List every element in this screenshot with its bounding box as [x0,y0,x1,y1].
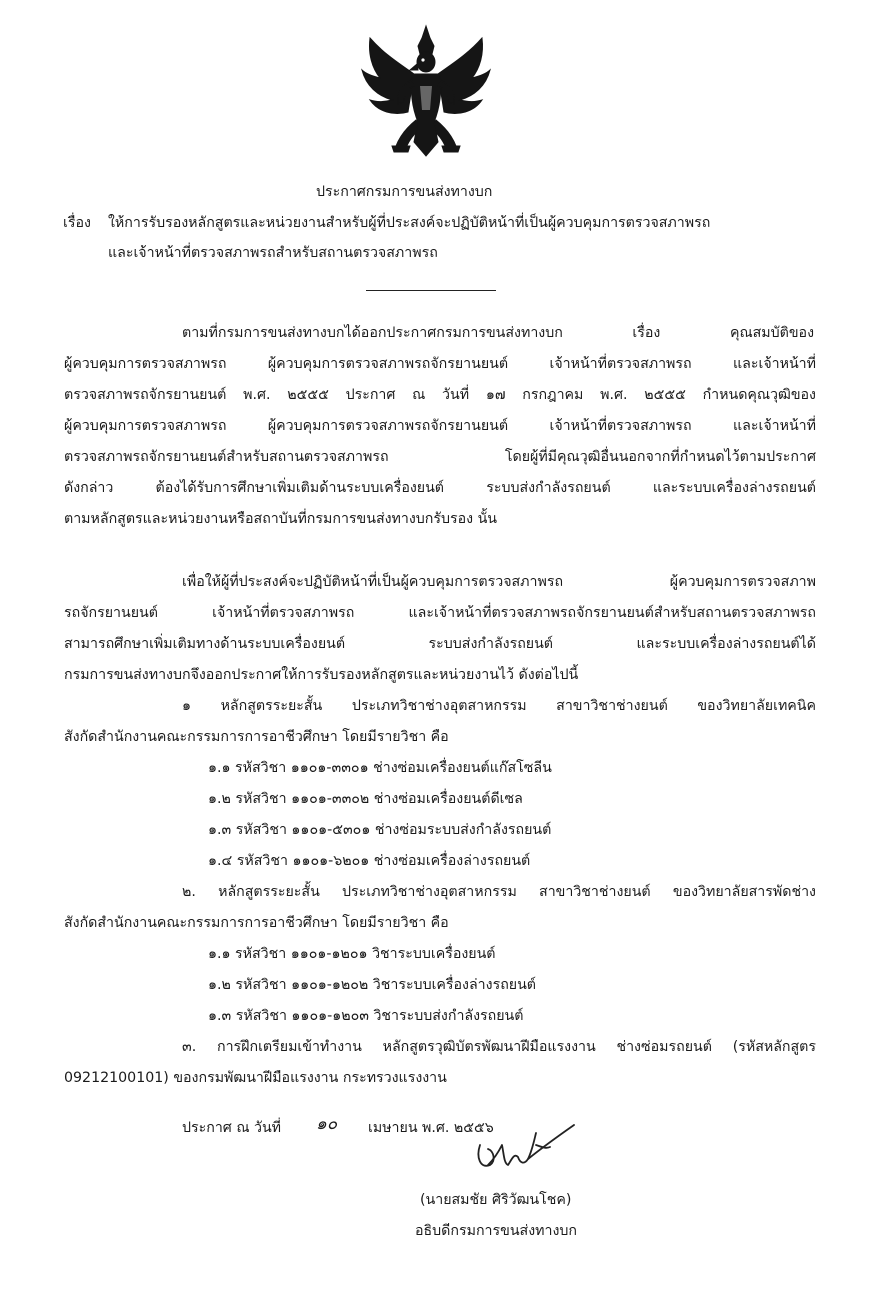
signatory-name: (นายสมชัย ศิริวัฒนโชค) [420,1192,572,1208]
item2-sub-2: ๑.๒ รหัสวิชา ๑๑๐๑-๑๒๐๒ วิชาระบบเครื่องล่างรถยนต์ [208,977,537,993]
item1-line-1: ๑ หลักสูตรระยะสั้น ประเภทวิชาช่างอุตสาหกรรม สาขาวิชาช่างยนต์ ของวิทยาลัยเทคนิค [182,698,816,714]
para2-line-2: รถจักรยานยนต์ เจ้าหน้าที่ตรวจสภาพรถ และเจ้าหน้าที่ตรวจสภาพรถจักรยานยนต์สำหรับสถานตรวจสภาพรถ [64,605,816,621]
announcement-title: ประกาศกรมการขนส่งทางบก [316,184,493,200]
para1-line-2: ผู้ควบคุมการตรวจสภาพรถ ผู้ควบคุมการตรวจสภาพรถจักรยานยนต์ เจ้าหน้าที่ตรวจสภาพรถ และเจ้าหน้าที่ [64,356,816,372]
para2-line-3: สามารถศึกษาเพิ่มเติมทางด้านระบบเครื่องยนต์ ระบบส่งกำลังรถยนต์ และระบบเครื่องล่างรถยนต์ได้ [64,636,816,652]
subject-line-1: ให้การรับรองหลักสูตรและหน่วยงานสำหรับผู้ที่ประสงค์จะปฏิบัติหน้าที่เป็นผู้ควบคุมการตรวจสภาพรถ [108,215,711,231]
para2-line-4: กรมการขนส่งทางบกจึงออกประกาศให้การรับรองหลักสูตรและหน่วยงานไว้ ดังต่อไปนี้ [64,667,579,683]
dateline-day: ๑๐ [316,1114,338,1134]
item1-sub-1: ๑.๑ รหัสวิชา ๑๑๐๑-๓๓๐๑ ช่างซ่อมเครื่องยนต์แก๊สโซลีน [208,760,552,776]
item2-sub-3: ๑.๓ รหัสวิชา ๑๑๐๑-๑๒๐๓ วิชาระบบส่งกำลังรถยนต์ [208,1008,524,1024]
item1-line-2: สังกัดสำนักงานคณะกรรมการการอาชีวศึกษา โดยมีรายวิชา คือ [64,729,449,745]
item1-sub-2: ๑.๒ รหัสวิชา ๑๑๐๑-๓๓๐๒ ช่างซ่อมเครื่องยนต์ดีเซล [208,791,523,807]
para1-line-5: ตรวจสภาพรถจักรยานยนต์สำหรับสถานตรวจสภาพรถ โดยผู้ที่มีคุณวุฒิอื่นนอกจากที่กำหนดไว้ตามประกาศ [64,449,816,465]
subject-label: เรื่อง [63,215,91,231]
subject-line-2: และเจ้าหน้าที่ตรวจสภาพรถสำหรับสถานตรวจสภาพรถ [108,245,438,261]
para1-line-3: ตรวจสภาพรถจักรยานยนต์ พ.ศ. ๒๕๕๕ ประกาศ ณ วันที่ ๑๗ กรกฎาคม พ.ศ. ๒๕๕๕ กำหนดคุณวุฒิของ [64,387,816,403]
para1-line-1: ตามที่กรมการขนส่งทางบกได้ออกประกาศกรมการขนส่งทางบก เรื่อง คุณสมบัติของ [182,325,814,341]
garuda-emblem-icon [356,24,496,160]
handwritten-signature [466,1115,578,1177]
para1-line-7: ตามหลักสูตรและหน่วยงานหรือสถาบันที่กรมการขนส่งทางบกรับรอง นั้น [64,511,497,527]
item3-line-1: ๓. การฝึกเตรียมเข้าทำงาน หลักสูตรวุฒิบัตรพัฒนาฝีมือแรงงาน ช่างซ่อมรถยนต์ (รหัสหลักสูตร [182,1039,816,1055]
item2-line-1: ๒. หลักสูตรระยะสั้น ประเภทวิชาช่างอุตสาหกรรม สาขาวิชาช่างยนต์ ของวิทยาลัยสารพัดช่าง [182,884,816,900]
dateline-prefix: ประกาศ ณ วันที่ [182,1120,282,1136]
para1-line-6: ดังกล่าว ต้องได้รับการศึกษาเพิ่มเติมด้านระบบเครื่องยนต์ ระบบส่งกำลังรถยนต์ และระบบเครื่องล่างรถยนต์ [64,480,816,496]
item2-line-2: สังกัดสำนักงานคณะกรรมการการอาชีวศึกษา โดยมีรายวิชา คือ [64,915,449,931]
item3-line-2: 09212100101) ของกรมพัฒนาฝีมือแรงงาน กระทรวงแรงงาน [64,1070,447,1086]
item1-sub-3: ๑.๓ รหัสวิชา ๑๑๐๑-๕๓๐๑ ช่างซ่อมระบบส่งกำลังรถยนต์ [208,822,552,838]
dateline-month-year: เมษายน พ.ศ. ๒๕๕๖ [368,1120,494,1136]
header-divider [366,290,496,291]
item2-sub-1: ๑.๑ รหัสวิชา ๑๑๐๑-๑๒๐๑ วิชาระบบเครื่องยนต์ [208,946,496,962]
para2-line-1: เพื่อให้ผู้ที่ประสงค์จะปฏิบัติหน้าที่เป็นผู้ควบคุมการตรวจสภาพรถ ผู้ควบคุมการตรวจสภาพ [182,574,816,590]
item1-sub-4: ๑.๔ รหัสวิชา ๑๑๐๑-๖๒๐๑ ช่างซ่อมเครื่องล่างรถยนต์ [208,853,531,869]
para1-line-4: ผู้ควบคุมการตรวจสภาพรถ ผู้ควบคุมการตรวจสภาพรถจักรยานยนต์ เจ้าหน้าที่ตรวจสภาพรถ และเจ้าหน้าที่ [64,418,816,434]
signatory-position: อธิบดีกรมการขนส่งทางบก [415,1223,577,1239]
